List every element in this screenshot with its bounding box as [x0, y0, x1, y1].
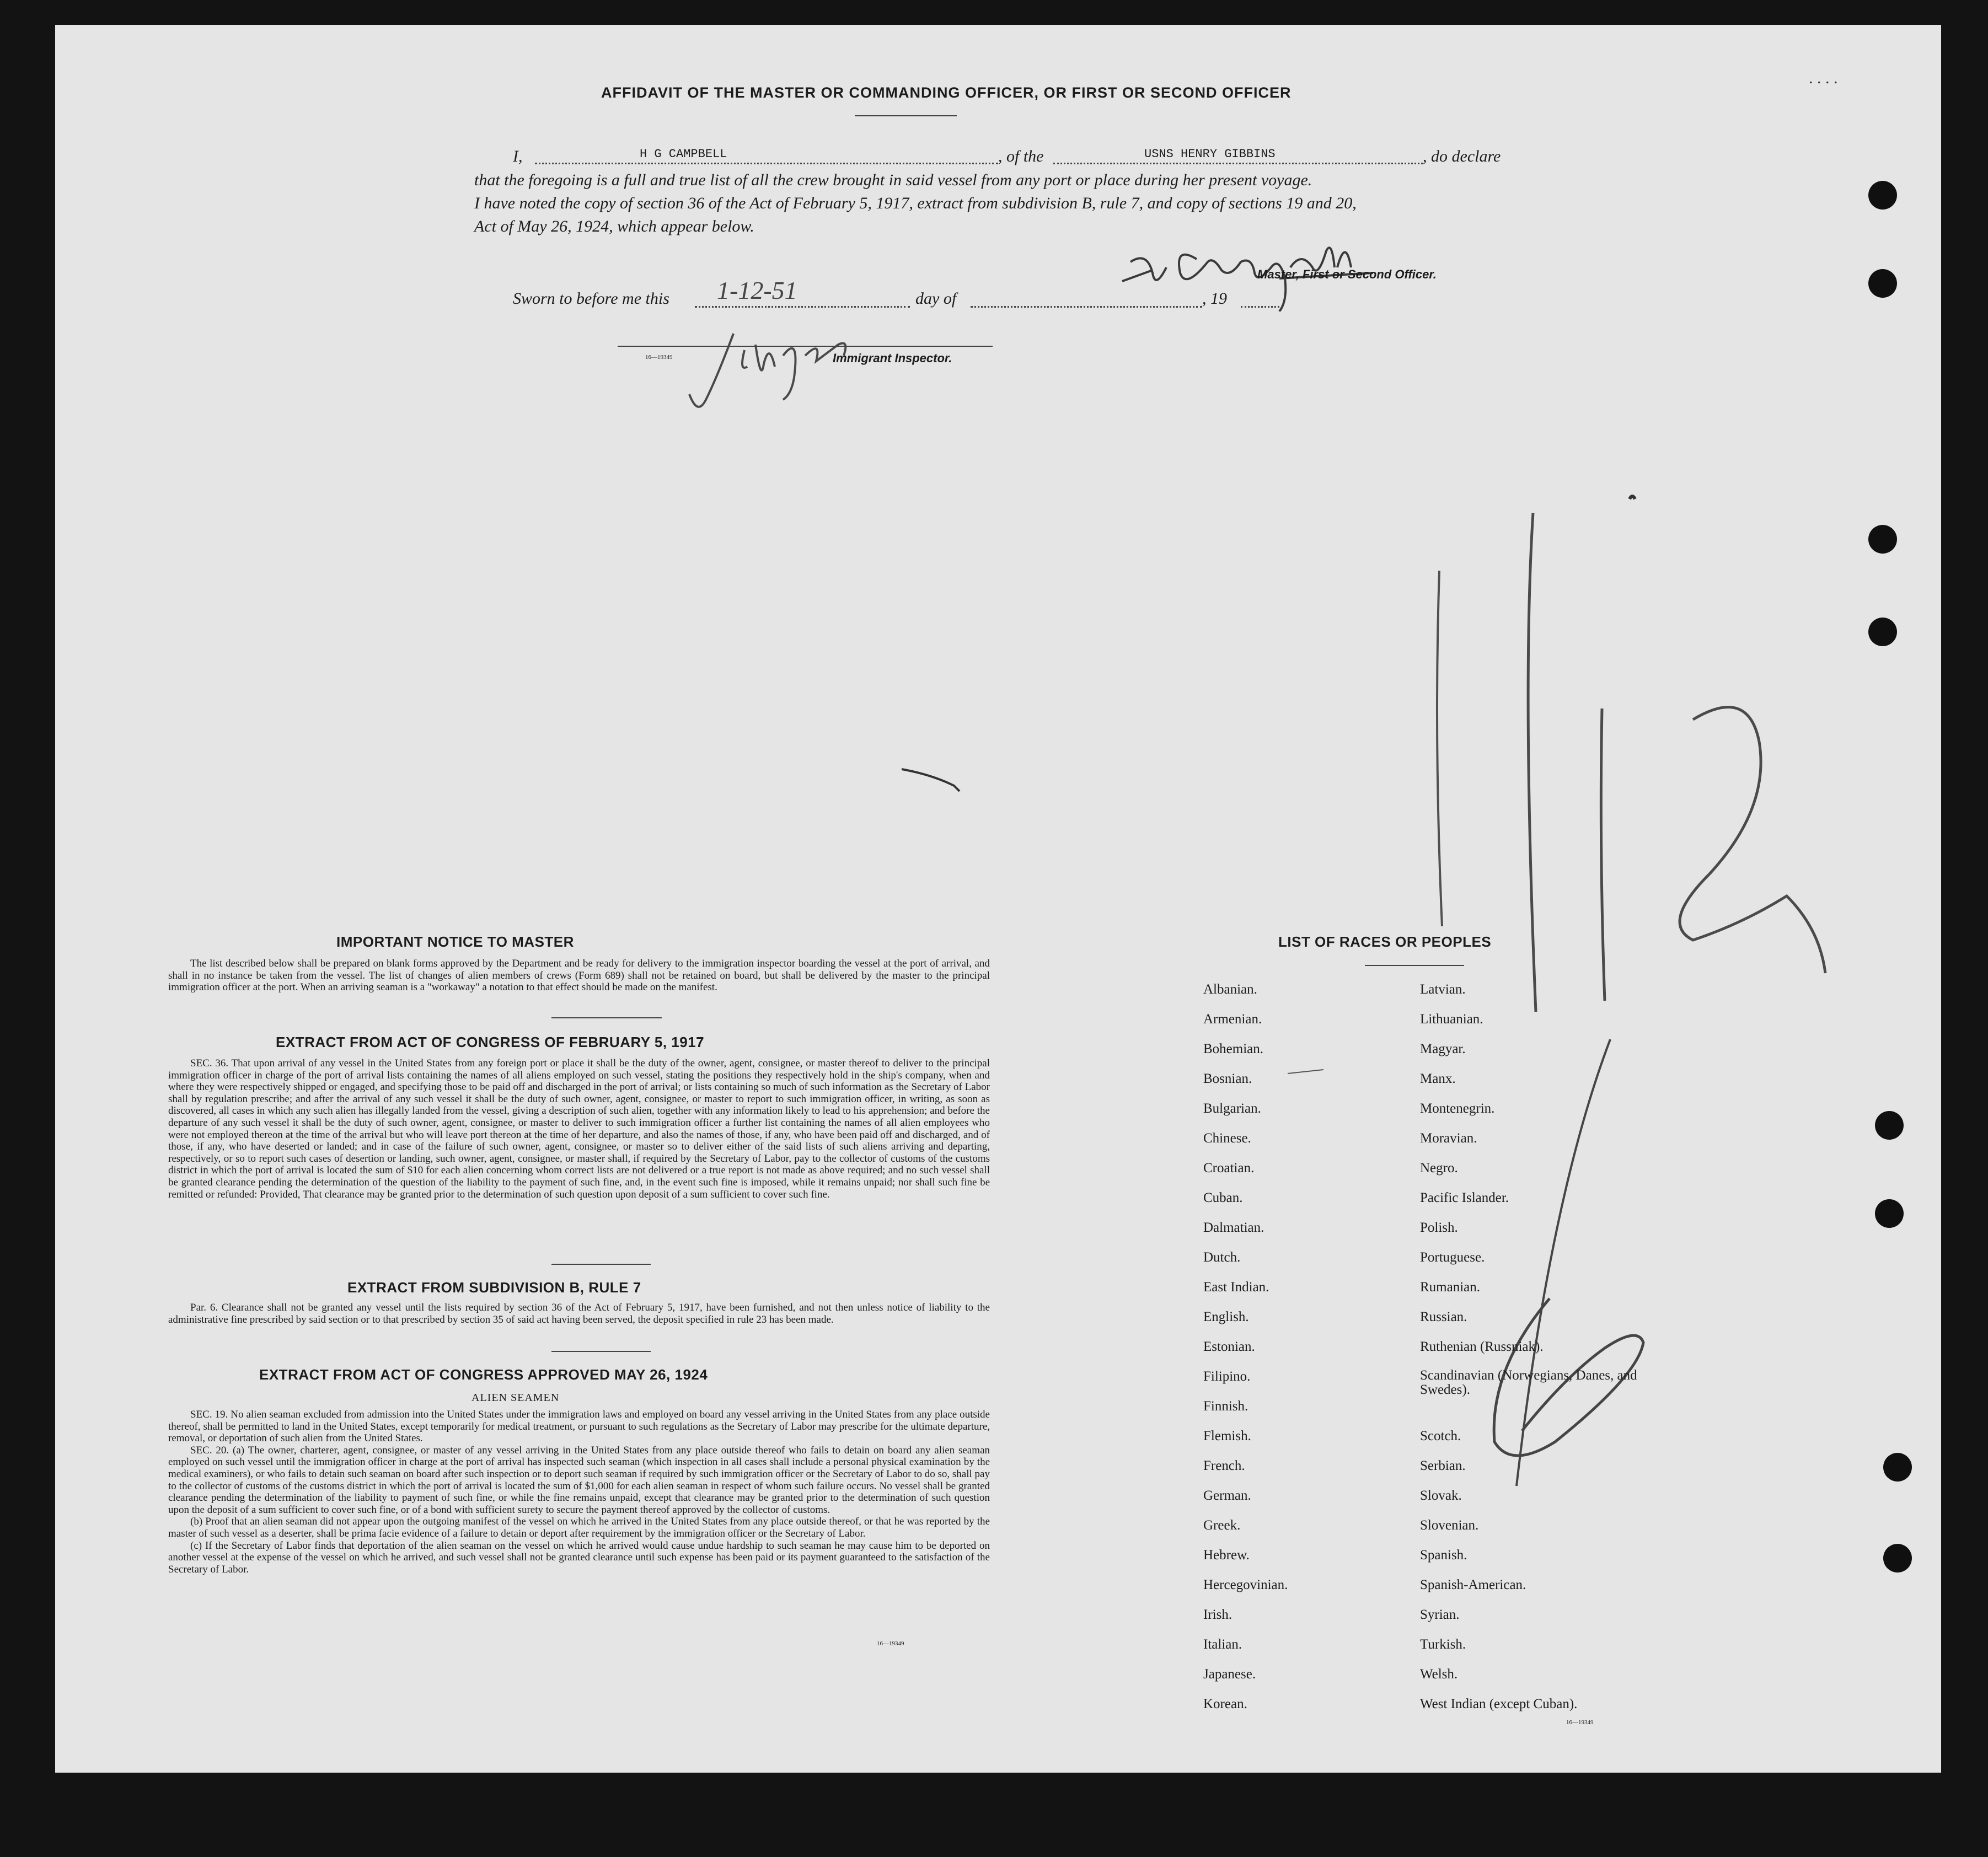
race-item: Flemish. — [1203, 1429, 1251, 1443]
race-item: Serbian. — [1420, 1458, 1466, 1473]
extract-1917-rule — [551, 1264, 651, 1265]
race-item: Filipino. — [1203, 1369, 1251, 1384]
race-item: Syrian. — [1420, 1607, 1460, 1622]
form-page — [55, 25, 1941, 1773]
inspector-signature — [673, 312, 871, 422]
races-rule — [1365, 965, 1464, 966]
race-item: German. — [1203, 1488, 1251, 1503]
race-item: Dalmatian. — [1203, 1220, 1264, 1235]
race-item: Pacific Islander. — [1420, 1190, 1509, 1205]
alien-seamen-subheading: ALIEN SEAMEN — [471, 1392, 560, 1404]
vessel-line — [1053, 163, 1423, 164]
race-item: Cuban. — [1203, 1190, 1243, 1205]
notice-paragraph: The list described below shall be prepared on blank forms approved by the Department and be ready for delivery to the immigration inspector boarding the vessel at the port of arrival, and shall in no instance be taken from the vessel. The list of changes of alien members of crews (Form 689) shall not be retained on board, but shall be delivered by the master to the principal immigration officer at the port. When an arriving seaman is a "workaway" a notation to that effect should be made on the manifest. — [168, 958, 990, 994]
extract-1917-text — [168, 1058, 990, 1200]
corner-dots: . . . . — [1809, 69, 1838, 87]
race-item: Korean. — [1203, 1697, 1247, 1711]
race-item: French. — [1203, 1458, 1245, 1473]
title-rule — [855, 115, 957, 116]
race-item: Magyar. — [1420, 1042, 1466, 1056]
race-item: Chinese. — [1203, 1131, 1251, 1146]
race-item: Armenian. — [1203, 1012, 1262, 1027]
sworn-label: Sworn to before me this — [513, 289, 669, 308]
extract-1924-text — [168, 1409, 990, 1575]
punch-hole — [1883, 1453, 1912, 1482]
stray-pen-mark — [899, 758, 976, 797]
affidavit-title: AFFIDAVIT OF THE MASTER OR COMMANDING OFFICER, OR FIRST OR SECOND OFFICER — [601, 84, 1292, 101]
race-item: Montenegrin. — [1420, 1101, 1495, 1116]
race-item: Polish. — [1420, 1220, 1458, 1235]
extract-1924-heading: EXTRACT FROM ACT OF CONGRESS APPROVED MAY 26, 1924 — [259, 1366, 708, 1383]
race-item: Ruthenian (Russniak). — [1420, 1339, 1544, 1354]
handwritten-annotation-top — [1368, 411, 1864, 1017]
sec19-paragraph: SEC. 19. No alien seaman excluded from admission into the United States under the immigration laws and employed on board any vessel arriving in the United States from any place outside thereof, shall be permitted to land in the United States, except temporarily for medical treatment, or pursuant to such regulations as the Secretary of Labor may prescribe for the ultimate departure, removal, or deportation of such alien from the United States. — [168, 1409, 990, 1445]
race-item: Bulgarian. — [1203, 1101, 1261, 1116]
races-form-number: 16—19349 — [1566, 1719, 1594, 1726]
extract-rule7-text — [168, 1302, 990, 1325]
punch-hole — [1875, 1111, 1904, 1140]
sec20b-paragraph: (b) Proof that an alien seaman did not appear upon the outgoing manifest of the vessel on which he arrived in the United States from any place outside thereof, or that he was reported by the master of such vessel as a deserter, shall be prima facie evidence of a failure to detain or deport after requirement by the immigration officer or the Secretary of Labor. — [168, 1516, 990, 1539]
race-item: East Indian. — [1203, 1280, 1269, 1295]
race-item: Spanish-American. — [1420, 1577, 1526, 1592]
year-line — [1241, 306, 1279, 308]
punch-hole — [1875, 1199, 1904, 1228]
race-item: Croatian. — [1203, 1161, 1255, 1176]
notice-rule — [551, 1017, 662, 1018]
year-label: , 19 — [1202, 289, 1227, 308]
affidavit-line-3: I have noted the copy of section 36 of the Act of February 5, 1917, extract from subdivision B, rule 7, and copy of sections 19 and 20, — [474, 194, 1357, 212]
race-item: Irish. — [1203, 1607, 1233, 1622]
race-item: Japanese. — [1203, 1667, 1256, 1682]
race-item: Spanish. — [1420, 1548, 1467, 1563]
punch-hole — [1868, 618, 1897, 646]
declarant-name: H G CAMPBELL — [640, 147, 727, 161]
punch-hole — [1883, 1544, 1912, 1572]
race-item: Greek. — [1203, 1518, 1241, 1533]
race-item: Rumanian. — [1420, 1280, 1481, 1295]
inspector-caption: Immigrant Inspector. — [833, 351, 952, 365]
master-caption: Master, First or Second Officer. — [1257, 267, 1437, 281]
of-the-label: , of the — [998, 147, 1044, 165]
sec20a-paragraph: SEC. 20. (a) The owner, charterer, agent, consignee, or master of any vessel arriving in the United States from any place outside thereof who fails to detain on board any alien seaman employed on such vessel until the immigration officer in charge at the port of arrival has inspected such seaman (which inspection in all cases shall include a personal physical examination by the medical examiners), or who fails to detain such seaman on board after such inspection or to deport such seaman if required by such immigration officer or the Secretary of Labor to do so, shall pay to the collector of customs of the customs district in which the port of arrival is located the sum of $1,000 for each alien seaman in respect of whom such failure occurs. No vessel shall be granted clearance pending the determination of the liability to payment of such fine, or while the fine remains unpaid, except that clearance may be granted prior to the determination of such question upon the deposit of a sum sufficient to cover such fine, or of a bond with sufficient surety to secure the payment thereof approved by the collector of customs. — [168, 1444, 990, 1516]
affidavit-line-4: Act of May 26, 1924, which appear below. — [474, 217, 754, 235]
day-of-label: day of — [915, 289, 957, 308]
race-item: Turkish. — [1420, 1637, 1466, 1652]
sworn-date-line — [695, 306, 910, 308]
race-item: Portuguese. — [1420, 1250, 1485, 1265]
race-item: Latvian. — [1420, 982, 1466, 997]
race-item: Manx. — [1420, 1071, 1456, 1086]
race-item: Italian. — [1203, 1637, 1242, 1652]
race-item: Dutch. — [1203, 1250, 1241, 1265]
sec20c-paragraph: (c) If the Secretary of Labor finds that deportation of the alien seaman on the vessel on which he arrived would cause undue hardship to such seaman he may cause him to be deported on another vessel at the expense of the vessel on which he arrived, and such vessel shall not be granted clearance until such expense has been paid or its payment guaranteed to the satisfaction of the Secretary of Labor. — [168, 1539, 990, 1575]
scratch-mark — [1285, 1067, 1329, 1078]
sworn-date: 1-12-51 — [717, 276, 797, 304]
do-declare-label: , do declare — [1423, 147, 1501, 165]
vessel-name: USNS HENRY GIBBINS — [1144, 147, 1276, 161]
extract-1917-heading: EXTRACT FROM ACT OF CONGRESS OF FEBRUARY 5, 1917 — [276, 1034, 705, 1050]
race-item: Scotch. — [1420, 1429, 1461, 1443]
race-item: Russian. — [1420, 1309, 1467, 1324]
race-item: Bohemian. — [1203, 1042, 1264, 1056]
punch-hole — [1868, 525, 1897, 554]
punch-hole — [1868, 181, 1897, 210]
race-item: Slovak. — [1420, 1488, 1462, 1503]
race-item: Albanian. — [1203, 982, 1257, 997]
extract-rule7-heading: EXTRACT FROM SUBDIVISION B, RULE 7 — [347, 1279, 641, 1296]
month-line — [971, 306, 1202, 308]
extract-rule7-rule — [551, 1351, 651, 1352]
race-item: English. — [1203, 1309, 1249, 1324]
races-heading: LIST OF RACES OR PEOPLES — [1278, 933, 1492, 950]
declarant-line — [535, 163, 998, 164]
race-item: Lithuanian. — [1420, 1012, 1483, 1027]
affidavit-form-number: 16—19349 — [645, 354, 673, 361]
sec36-paragraph: SEC. 36. That upon arrival of any vessel in the United States from any foreign port or place it shall be the duty of the owner, agent, consignee, or master thereof to deliver to the principal immigration officer in charge of the port of arrival lists containing the names of all aliens employed on such vessel, stating the positions they respectively hold in the ship's company, when and where they were respectively shipped or engaged, and specifying those to be paid off and discharged in the port of arrival; or lists containing so much of such information as the Secretary of Labor shall by regulation prescribe; and after the arrival of any such vessel it shall be the duty of such owner, agent, consignee, or master to report to such immigration officer, in writing, as soon as discovered, all cases in which any such alien has illegally landed from the vessel, giving a description of such alien, together with any information likely to lead to his apprehension; and before the departure of any such vessel it shall be the duty of such owner, agent, consignee, or master to deliver to such immigration officer a further list containing the names of all alien employees who were not employed thereon at the time of the arrival but who will leave port thereon at the time of her departure, and also the names of those, if any, who have been paid off and discharged, and of those, if any, who have deserted or landed; and in case of the failure of such owner, agent, consignee, or master so to deliver either of the said lists of such aliens arriving and departing, respectively, or so to report such cases of desertion or landing, such owner, agent, consignee, or master shall, if required by the Secretary of Labor, pay to the collector of customs of the customs district in which the port of arrival is located the sum of $10 for each alien concerning whom correct lists are not delivered or a true report is not made as above required; and no such vessel shall be granted clearance pending the determination of the question of the liability to the payment of such fine, and, in the event such fine is imposed, while it remains unpaid; nor shall such fine be remitted or refunded: Provided, That clearance may be granted prior to the determination of such question upon deposit of a sum sufficient to cover such fine. — [168, 1058, 990, 1200]
i-label: I, — [513, 147, 523, 165]
extract-form-number: 16—19349 — [877, 1640, 904, 1647]
race-item: West Indian (except Cuban). — [1420, 1697, 1578, 1711]
race-item: Welsh. — [1420, 1667, 1458, 1682]
race-item: Finnish. — [1203, 1399, 1248, 1414]
race-item: Scandinavian (Norwegians, Danes, and Swedes). — [1420, 1368, 1637, 1397]
rule7-paragraph: Par. 6. Clearance shall not be granted any vessel until the lists required by section 36 of the Act of February 5, 1917, have been furnished, and not then unless notice of liability to the administrative fine prescribed by said section or to that prescribed by section 35 of said act having been served, the deposit specified in rule 23 has been made. — [168, 1302, 990, 1325]
notice-heading: IMPORTANT NOTICE TO MASTER — [336, 933, 574, 950]
inspector-signature-line — [618, 346, 993, 347]
race-item: Hercegovinian. — [1203, 1577, 1288, 1592]
race-item: Slovenian. — [1420, 1518, 1479, 1533]
race-item: Moravian. — [1420, 1131, 1477, 1146]
race-item: Estonian. — [1203, 1339, 1255, 1354]
punch-hole — [1868, 269, 1897, 298]
race-item: Bosnian. — [1203, 1071, 1252, 1086]
affidavit-line-2: that the foregoing is a full and true list of all the crew brought in said vessel from any port or place during her present voyage. — [474, 171, 1312, 189]
notice-text — [168, 958, 990, 994]
race-item: Hebrew. — [1203, 1548, 1250, 1563]
race-item: Negro. — [1420, 1161, 1458, 1176]
